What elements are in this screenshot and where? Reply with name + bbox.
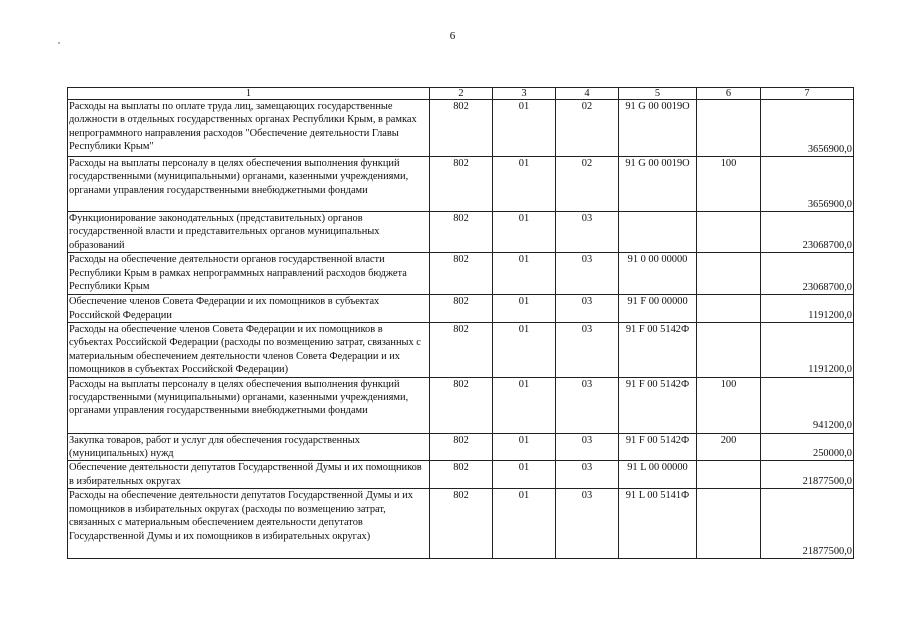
expense-name-cell: Расходы на выплаты персоналу в целях обеспечения выполнения функций государственными (муниципальными) органами, казенными учреждениями, органами управления государственными внебюджетными фондами: [68, 377, 430, 433]
amount-cell: 23068700,0: [761, 212, 854, 253]
expense-name-cell: Расходы на обеспечение деятельности органов государственной власти Республики Крым в рамках непрограммных направлений расходов бюджета Республики Крым: [68, 253, 430, 295]
subsection-code-cell: 03: [556, 253, 619, 295]
ministry-code-cell: 802: [430, 377, 493, 433]
section-code-cell: 01: [493, 253, 556, 295]
target-article-cell: 91 F 00 00000: [619, 295, 697, 323]
column-number-row: [68, 88, 854, 100]
page-number: 6: [449, 30, 456, 42]
amount-cell: 1191200,0: [761, 323, 854, 378]
budget-table: [67, 87, 854, 559]
subsection-code-cell: 03: [556, 377, 619, 433]
expense-type-cell: [697, 323, 761, 378]
expense-type-cell: 100: [697, 377, 761, 433]
ministry-code-cell: 802: [430, 212, 493, 253]
column-header: 7: [761, 88, 854, 100]
amount-cell: 250000,0: [761, 433, 854, 461]
table-row: [68, 433, 854, 461]
expense-type-cell: [697, 100, 761, 157]
table-row: [68, 461, 854, 489]
expense-type-cell: [697, 295, 761, 323]
table-row: [68, 253, 854, 295]
amount-cell: 3656900,0: [761, 157, 854, 212]
section-code-cell: 01: [493, 100, 556, 157]
amount-cell: 941200,0: [761, 377, 854, 433]
subsection-code-cell: 02: [556, 100, 619, 157]
ministry-code-cell: 802: [430, 100, 493, 157]
subsection-code-cell: 02: [556, 157, 619, 212]
subsection-code-cell: 03: [556, 295, 619, 323]
table-row: [68, 295, 854, 323]
target-article-cell: 91 0 00 00000: [619, 253, 697, 295]
ministry-code-cell: 802: [430, 489, 493, 559]
section-code-cell: 01: [493, 433, 556, 461]
amount-cell: 21877500,0: [761, 489, 854, 559]
amount-cell: 3656900,0: [761, 100, 854, 157]
expense-type-cell: [697, 253, 761, 295]
section-code-cell: 01: [493, 212, 556, 253]
table-row: [68, 212, 854, 253]
subsection-code-cell: 03: [556, 433, 619, 461]
section-code-cell: 01: [493, 323, 556, 378]
expense-name-cell: Функционирование законодательных (представительных) органов государственной власти и представительных органов муниципальных образований: [68, 212, 430, 253]
table-row: [68, 489, 854, 559]
expense-name-cell: Обеспечение членов Совета Федерации и их помощников в субъектах Российской Федерации: [68, 295, 430, 323]
expense-name-cell: Расходы на выплаты по оплате труда лиц, замещающих государственные должности в отдельных государственных органах Республики Крым, в рамках непрограммного направления расходов "Обеспечение деятельности Главы Республики Крым": [68, 100, 430, 157]
expense-name-cell: Расходы на обеспечение членов Совета Федерации и их помощников в субъектах Российской Федерации (расходы по возмещению затрат, связанных с материальным обеспечением деятельности членов Совета Федерации и их помощников в субъектах Российской Федерации): [68, 323, 430, 378]
ministry-code-cell: 802: [430, 157, 493, 212]
section-code-cell: 01: [493, 157, 556, 212]
table-row: [68, 100, 854, 157]
subsection-code-cell: 03: [556, 489, 619, 559]
ministry-code-cell: 802: [430, 461, 493, 489]
amount-cell: 23068700,0: [761, 253, 854, 295]
amount-cell: 1191200,0: [761, 295, 854, 323]
target-article-cell: [619, 212, 697, 253]
ministry-code-cell: 802: [430, 295, 493, 323]
column-header: 1: [68, 88, 430, 100]
section-code-cell: 01: [493, 295, 556, 323]
target-article-cell: 91 L 00 5141Ф: [619, 489, 697, 559]
expense-type-cell: [697, 461, 761, 489]
section-code-cell: 01: [493, 461, 556, 489]
expense-type-cell: [697, 212, 761, 253]
ministry-code-cell: 802: [430, 323, 493, 378]
subsection-code-cell: 03: [556, 212, 619, 253]
table-row: [68, 157, 854, 212]
expense-type-cell: 200: [697, 433, 761, 461]
target-article-cell: 91 F 00 5142Ф: [619, 377, 697, 433]
target-article-cell: 91 F 00 5142Ф: [619, 323, 697, 378]
column-header: 6: [697, 88, 761, 100]
subsection-code-cell: 03: [556, 461, 619, 489]
amount-cell: 21877500,0: [761, 461, 854, 489]
subsection-code-cell: 03: [556, 323, 619, 378]
table-row: [68, 323, 854, 378]
column-header: 2: [430, 88, 493, 100]
ministry-code-cell: 802: [430, 433, 493, 461]
section-code-cell: 01: [493, 377, 556, 433]
target-article-cell: 91 G 00 0019О: [619, 157, 697, 212]
target-article-cell: 91 L 00 00000: [619, 461, 697, 489]
expense-type-cell: [697, 489, 761, 559]
expense-type-cell: 100: [697, 157, 761, 212]
ministry-code-cell: 802: [430, 253, 493, 295]
column-header: 3: [493, 88, 556, 100]
expense-name-cell: Расходы на выплаты персоналу в целях обеспечения выполнения функций государственными (муниципальными) органами, казенными учреждениями, органами управления государственными внебюджетными фондами: [68, 157, 430, 212]
target-article-cell: 91 F 00 5142Ф: [619, 433, 697, 461]
expense-name-cell: Обеспечение деятельности депутатов Государственной Думы и их помощников в избирательных округах: [68, 461, 430, 489]
expense-name-cell: Расходы на обеспечение деятельности депутатов Государственной Думы и их помощников в избирательных округах (расходы по возмещению затрат, связанных с материальным обеспечением деятельности депутатов Государственной Думы и их помощников в избирательных округах): [68, 489, 430, 559]
scan-speck: [58, 42, 60, 44]
expense-name-cell: Закупка товаров, работ и услуг для обеспечения государственных (муниципальных) нужд: [68, 433, 430, 461]
target-article-cell: 91 G 00 0019О: [619, 100, 697, 157]
section-code-cell: 01: [493, 489, 556, 559]
column-header: 4: [556, 88, 619, 100]
table-row: [68, 377, 854, 433]
column-header: 5: [619, 88, 697, 100]
